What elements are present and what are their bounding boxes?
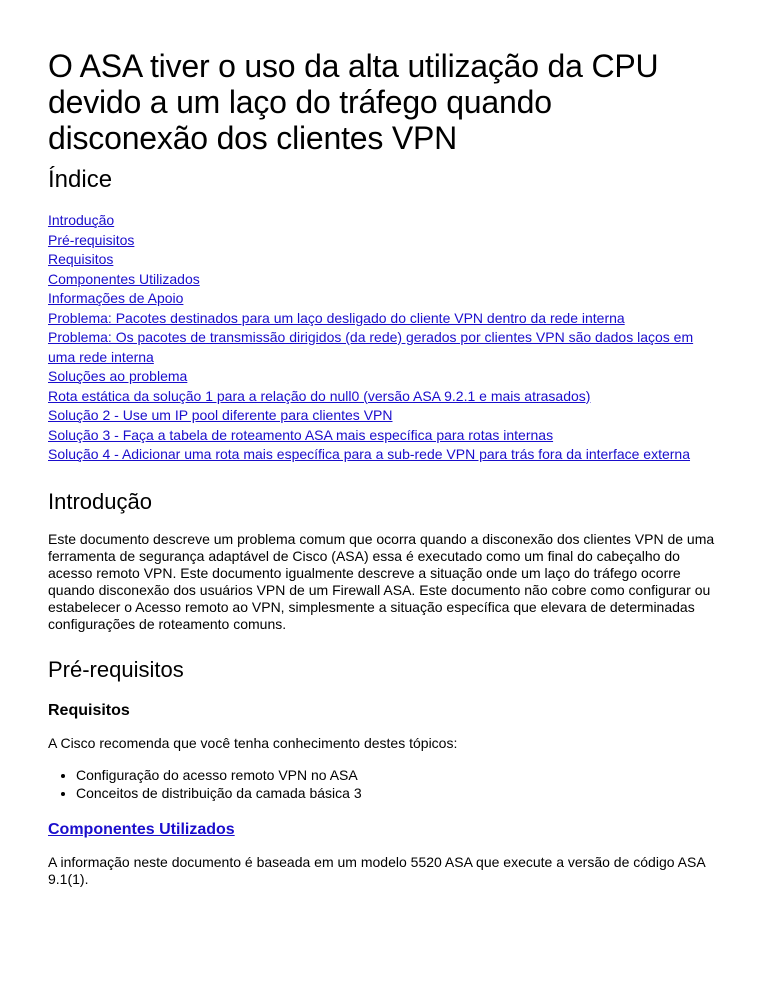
page-title: O ASA tiver o uso da alta utilização da CPU devido a um laço do tráfego quando disconexão dos clientes VPN — [48, 48, 659, 156]
toc-item — [48, 289, 720, 309]
toc-link-introducao[interactable]: Introdução — [48, 212, 115, 228]
table-of-contents — [48, 211, 720, 465]
requirements-paragraph: A Cisco recomenda que você tenha conhecimento destes tópicos: — [48, 734, 458, 751]
toc-heading: Índice — [48, 166, 113, 193]
toc-link-requisitos[interactable]: Requisitos — [48, 251, 114, 267]
toc-link-componentes[interactable]: Componentes Utilizados — [48, 270, 200, 287]
toc-link-solucoes[interactable]: Soluções ao problema — [48, 368, 188, 384]
toc-item — [48, 387, 720, 407]
toc-link-informacoes[interactable]: Informações de Apoio — [48, 290, 184, 306]
intro-paragraph: Este documento descreve um problema comum que ocorra quando a disconexão dos clientes VPN de uma ferramenta de segurança adaptável de Cisco (ASA) essa é executado como um final do cabeçalho do acesso remoto VPN. Este documento igualmente descreve a situação onde um laço do tráfego ocorre quando disconexão dos usuários VPN de um Firewall ASA. Este documento não cobre como configurar ou estabelecer o Acesso remoto ao VPN, simplesmente a situação específica que elevara de determinadas configurações de roteamento comuns. — [48, 530, 715, 632]
toc-item — [48, 406, 720, 426]
toc-item — [48, 328, 720, 367]
requirements-list — [48, 766, 720, 802]
toc-link-problema-2[interactable]: Problema: Os pacotes de transmissão dirigidos (da rede) gerados por clientes VPN são dados laços em uma rede interna — [48, 329, 694, 365]
toc-link-pre-requisitos[interactable]: Pré-requisitos — [48, 231, 135, 248]
toc-item — [48, 211, 720, 231]
toc-item — [48, 231, 720, 251]
toc-item — [48, 309, 720, 329]
intro-heading: Introdução — [48, 488, 152, 514]
toc-item — [48, 270, 720, 290]
toc-link-solucao-4[interactable]: Solução 4 - Adicionar uma rota mais específica para a sub-rede VPN para trás fora da interface externa — [48, 446, 691, 462]
requirements-heading: Requisitos — [48, 701, 130, 719]
list-item: • Configuração do acesso remoto VPN no ASA — [76, 766, 720, 784]
toc-link-solucao-2[interactable]: Solução 2 - Use um IP pool diferente para clientes VPN — [48, 407, 393, 423]
components-heading-link[interactable]: Componentes Utilizados — [48, 820, 235, 838]
components-heading — [48, 820, 720, 840]
toc-link-solucao-1[interactable]: Rota estática da solução 1 para a relação do null0 (versão ASA 9.2.1 e mais atrasados) — [48, 387, 591, 404]
toc-item — [48, 367, 720, 387]
components-paragraph: A informação neste documento é baseada em um modelo 5520 ASA que execute a versão de código ASA 9.1(1). — [48, 853, 705, 887]
toc-link-solucao-3[interactable]: Solução 3 - Faça a tabela de roteamento ASA mais específica para rotas internas — [48, 426, 554, 443]
list-item: • Conceitos de distribuição da camada básica 3 — [76, 784, 720, 802]
toc-item — [48, 445, 720, 465]
toc-link-problema-1[interactable]: Problema: Pacotes destinados para um laço desligado do cliente VPN dentro da rede interna — [48, 309, 625, 326]
prereq-heading: Pré-requisitos — [48, 656, 184, 682]
toc-item — [48, 250, 720, 270]
toc-item — [48, 426, 720, 446]
